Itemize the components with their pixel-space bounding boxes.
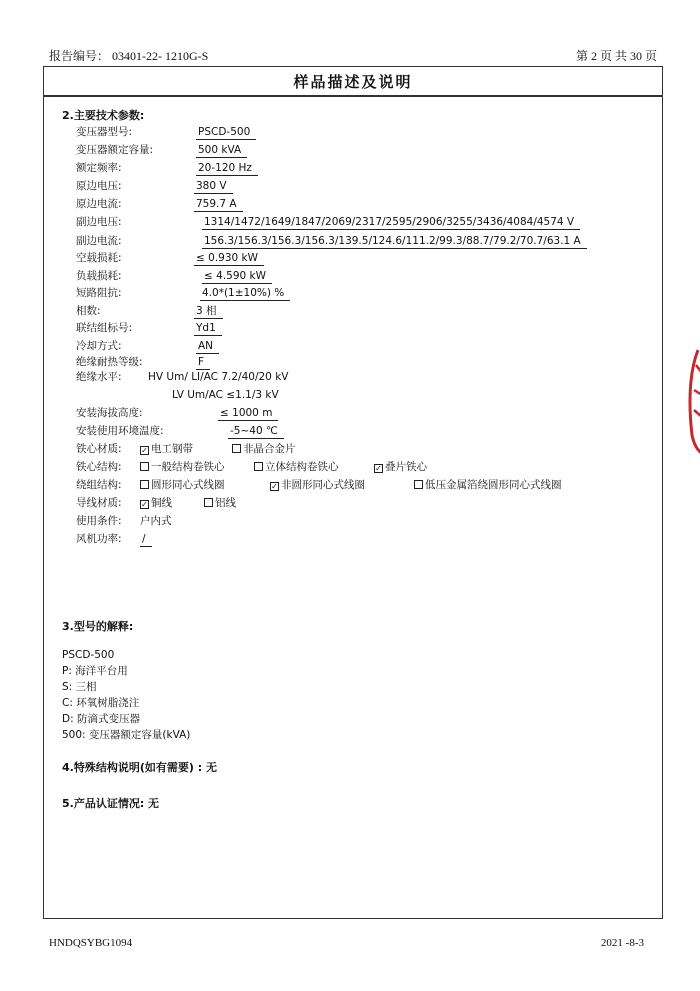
spec-label: 副边电压: bbox=[76, 216, 122, 228]
checkbox-icon bbox=[204, 498, 213, 507]
section-3-heading: 3.型号的解释: bbox=[62, 620, 134, 633]
spec-label: 原边电流: bbox=[76, 198, 122, 210]
form-code: HNDQSYBG1094 bbox=[49, 937, 133, 949]
conductor-row bbox=[76, 496, 236, 510]
spec-value: F bbox=[196, 355, 210, 370]
temperature-value: -5~40 ℃ bbox=[228, 424, 284, 439]
spec-row bbox=[76, 234, 581, 248]
page-title: 样品描述及说明 bbox=[44, 67, 662, 97]
usage-row bbox=[76, 514, 172, 528]
usage-value: 户内式 bbox=[140, 515, 172, 527]
spec-row bbox=[76, 143, 242, 157]
spec-label: 相数: bbox=[76, 305, 101, 317]
spec-row bbox=[76, 197, 237, 211]
spec-value: ≤ 0.930 kW bbox=[194, 251, 264, 266]
spec-value: AN bbox=[196, 339, 219, 354]
checkbox-icon bbox=[232, 444, 241, 453]
spec-label: 副边电流: bbox=[76, 235, 122, 247]
conductor-label: 导线材质: bbox=[76, 497, 122, 509]
fan-label: 风机功率: bbox=[76, 533, 122, 545]
spec-label: 原边电压: bbox=[76, 180, 122, 192]
altitude-row bbox=[76, 406, 273, 420]
spec-value: 759.7 A bbox=[194, 197, 243, 212]
spec-value: 1314/1472/1649/1847/2069/2317/2595/2906/3255/3436/4084/4574 V bbox=[202, 215, 580, 230]
checked-box-icon: ✓ bbox=[271, 482, 278, 491]
insulation-hv: HV Um/ LI/AC 7.2/40/20 kV bbox=[148, 371, 289, 383]
checkbox-icon bbox=[254, 462, 263, 471]
core-structure-opt1[interactable]: 一般结构卷铁心 bbox=[140, 460, 225, 474]
spec-value: 20-120 Hz bbox=[196, 161, 258, 176]
spec-label: 冷却方式: bbox=[76, 340, 122, 352]
spec-row bbox=[76, 321, 216, 335]
winding-opt1[interactable]: 圆形同心式线圈 bbox=[140, 478, 225, 492]
model-explanation-line: PSCD-500 bbox=[62, 649, 115, 661]
core-structure-row bbox=[76, 460, 427, 474]
spec-row bbox=[76, 304, 217, 318]
section-5-heading: 5.产品认证情况: 无 bbox=[62, 797, 160, 810]
core-material-label: 铁心材质: bbox=[76, 443, 122, 455]
fan-value: / bbox=[140, 532, 152, 547]
report-number: 报告编号： 03401-22- 1210G-S bbox=[49, 49, 209, 63]
core-structure-label: 铁心结构: bbox=[76, 461, 122, 473]
checkbox-icon bbox=[140, 462, 149, 471]
temperature-label: 安装使用环境温度: bbox=[76, 425, 164, 437]
altitude-label: 安装海拔高度: bbox=[76, 407, 143, 419]
conductor-opt1[interactable]: ✓ 铜线 bbox=[141, 497, 172, 509]
page-indicator: 第 2 页 共 30 页 bbox=[575, 49, 657, 63]
spec-row bbox=[76, 355, 205, 369]
insulation-lv: LV Um/AC ≤1.1/3 kV bbox=[172, 389, 279, 401]
spec-row bbox=[76, 286, 285, 300]
spec-row bbox=[76, 125, 251, 139]
model-explanation-line: 500: 变压器额定容量(kVA) bbox=[62, 729, 191, 741]
usage-label: 使用条件: bbox=[76, 515, 122, 527]
spec-label: 绝缘耐热等级: bbox=[76, 356, 143, 368]
core-material-row bbox=[76, 442, 296, 456]
spec-label: 短路阻抗: bbox=[76, 287, 122, 299]
spec-value: 380 V bbox=[194, 179, 233, 194]
spec-value: PSCD-500 bbox=[196, 125, 256, 140]
core-structure-opt2[interactable]: 立体结构卷铁心 bbox=[254, 460, 339, 474]
spec-value: ≤ 4.590 kW bbox=[202, 269, 272, 284]
winding-row bbox=[76, 478, 562, 492]
section-4-heading: 4.特殊结构说明(如有需要) : 无 bbox=[62, 761, 217, 774]
document-frame bbox=[43, 66, 663, 919]
model-explanation-line: S: 三相 bbox=[62, 681, 97, 693]
spec-value: 156.3/156.3/156.3/156.3/139.5/124.6/111.2/99.3/88.7/79.2/70.7/63.1 A bbox=[202, 234, 587, 249]
core-material-opt1[interactable]: ✓ 电工钢带 bbox=[141, 443, 193, 455]
seal-stamp-fragment bbox=[684, 345, 700, 455]
checked-box-icon: ✓ bbox=[141, 446, 148, 455]
winding-label: 绕组结构: bbox=[76, 479, 122, 491]
spec-row bbox=[76, 269, 266, 283]
spec-label: 负载损耗: bbox=[76, 270, 122, 282]
spec-row bbox=[76, 215, 575, 229]
model-explanation-line: P: 海洋平台用 bbox=[62, 665, 128, 677]
spec-label: 变压器型号: bbox=[76, 126, 133, 138]
checked-box-icon: ✓ bbox=[375, 464, 382, 473]
spec-label: 空载损耗: bbox=[76, 252, 122, 264]
spec-label: 联结组标号: bbox=[76, 322, 133, 334]
altitude-value: ≤ 1000 m bbox=[218, 406, 278, 421]
winding-opt3[interactable]: 低压金属箔绕圆形同心式线圈 bbox=[414, 478, 562, 492]
spec-row bbox=[76, 339, 214, 353]
insulation-row bbox=[76, 370, 289, 384]
section-2-heading: 2.主要技术参数: bbox=[62, 109, 145, 122]
spec-row bbox=[76, 251, 258, 265]
core-structure-opt3[interactable]: ✓ 叠片铁心 bbox=[375, 461, 427, 473]
core-material-opt2[interactable]: 非晶合金片 bbox=[232, 442, 296, 456]
insulation-label: 绝缘水平: bbox=[76, 371, 122, 383]
model-explanation-line: D: 防滴式变压器 bbox=[62, 713, 140, 725]
spec-value: 500 kVA bbox=[196, 143, 247, 158]
spec-label: 变压器额定容量: bbox=[76, 144, 154, 156]
spec-row bbox=[76, 161, 252, 175]
spec-value: 3 相 bbox=[194, 304, 223, 319]
temperature-row bbox=[76, 424, 278, 438]
conductor-opt2[interactable]: 铝线 bbox=[204, 496, 236, 510]
checkbox-icon bbox=[414, 480, 423, 489]
form-date: 2021 -8-3 bbox=[600, 937, 644, 949]
checkbox-icon bbox=[140, 480, 149, 489]
model-explanation-line: C: 环氧树脂浇注 bbox=[62, 697, 140, 709]
fan-row bbox=[76, 532, 146, 546]
spec-label: 额定频率: bbox=[76, 162, 122, 174]
spec-value: 4.0*(1±10%) % bbox=[200, 286, 290, 301]
spec-value: Yd1 bbox=[194, 321, 222, 336]
spec-row bbox=[76, 179, 227, 193]
checked-box-icon: ✓ bbox=[141, 500, 148, 509]
winding-opt2[interactable]: ✓ 非圆形同心式线圈 bbox=[271, 479, 365, 491]
